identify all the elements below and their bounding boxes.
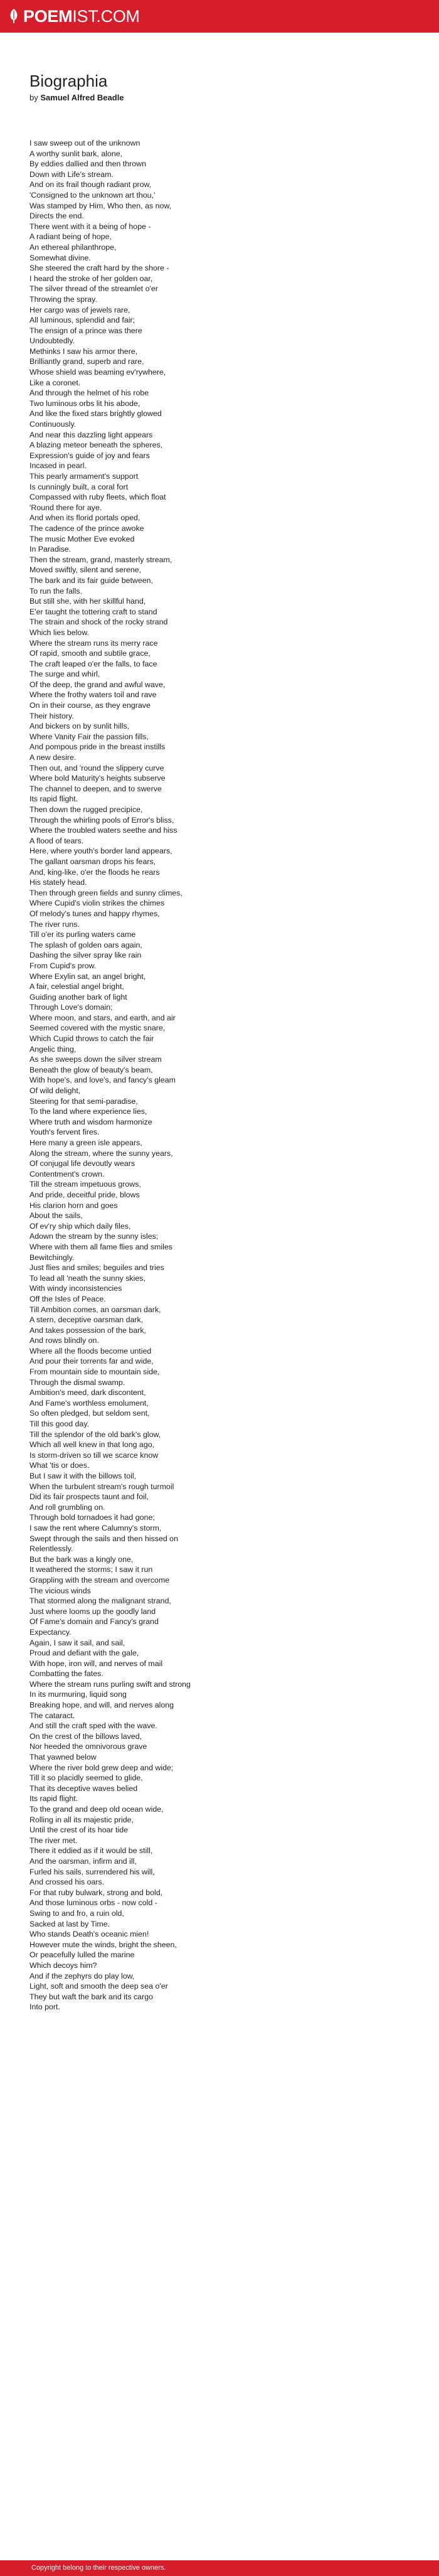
- poem-line: A stern, deceptive oarsman dark,: [29, 1315, 144, 1325]
- poem-line: Or peacefully lulled the marine: [29, 1950, 135, 1960]
- poem-line: A new desire.: [29, 753, 77, 762]
- poem-line: Incased in pearl.: [29, 461, 87, 471]
- poem-line: The strain and shock of the rocky strand: [29, 617, 168, 627]
- poem-line: And takes possession of the bark,: [29, 1325, 146, 1335]
- poem-line: Through Love's domain;: [29, 1003, 113, 1012]
- site-logo-text: [23, 7, 140, 26]
- poem-line: Where the stream runs its merry race: [29, 638, 158, 648]
- poem-line: To lead all 'neath the sunny skies,: [29, 1273, 145, 1283]
- poem-line: So often pledged, but seldom sent,: [29, 1409, 150, 1418]
- poem-line: A radiant being of hope,: [29, 232, 112, 242]
- poem-line: Here many a green isle appears,: [29, 1138, 142, 1147]
- poem-line: And pride, deceitful pride, blows: [29, 1190, 140, 1199]
- poem-line: Rolling in all its majestic pride,: [29, 1815, 134, 1824]
- poem-line: Directs the end.: [29, 211, 84, 221]
- poem-line: Where Exylin sat, an angel bright,: [29, 971, 146, 981]
- poem-line: They but waft the bark and its cargo: [29, 1992, 153, 2001]
- poem-line: Which Cupid throws to catch the fair: [29, 1034, 154, 1044]
- poem-line: Light, soft and smooth the deep sea o'er: [29, 1982, 168, 1991]
- poem-line: On in their course, as they engrave: [29, 701, 151, 710]
- poem-line: Until the crest of its hoar tide: [29, 1825, 129, 1835]
- poem-line: The cadence of the prince awoke: [29, 523, 144, 533]
- poem-line: Then down the rugged precipice,: [29, 805, 143, 814]
- poem-line: Where Cupid's violin strikes the chimes: [29, 899, 165, 908]
- poem-line: Where all the floods become untied: [29, 1346, 152, 1355]
- poem-line: She steered the craft hard by the shore -: [29, 264, 169, 273]
- poem-line: That stormed along the malignant strand,: [29, 1596, 171, 1606]
- poem-line: Till it so placidly seemed to glide,: [29, 1773, 143, 1783]
- poem-line: The surge and whirl,: [29, 670, 100, 679]
- poem-line: Is storm-driven so till we scarce know: [29, 1450, 159, 1460]
- poem-line: I saw sweep out of the unknown: [29, 139, 140, 147]
- poem-line: Adown the stream by the sunny isles;: [29, 1232, 159, 1241]
- poem-line: The splash of golden oars again,: [29, 940, 142, 949]
- poem-line: And still the craft sped with the wave.: [29, 1721, 157, 1731]
- poem-line: 'Round there for aye.: [29, 503, 102, 512]
- poem-line: And crossed his oars.: [29, 1878, 105, 1887]
- poem-line: Brilliantly grand, superb and rare,: [29, 357, 144, 366]
- poem-line: Compassed with ruby fleets, which float: [29, 493, 166, 502]
- poem-content: [29, 72, 410, 2012]
- poem-line: That yawned below: [29, 1753, 97, 1762]
- poem-line: I heard the stroke of her golden oar,: [29, 274, 153, 283]
- poem-line: Swing to and fro, a ruin old,: [29, 1908, 124, 1918]
- poem-line: Then out, and 'round the slippery curve: [29, 763, 164, 772]
- poem-line: It weathered the storms; I saw it run: [29, 1565, 153, 1574]
- poem-line: And on its frail though radiant prow,: [29, 180, 152, 190]
- poem-line: Through the whirling pools of Error's bliss,: [29, 815, 174, 825]
- author-link[interactable]: Samuel Alfred Beadle: [40, 93, 124, 102]
- poem-line: Where truth and wisdom harmonize: [29, 1117, 152, 1126]
- brand-thin: IST.COM: [72, 7, 140, 26]
- poem-line: But still she, with her skillful hand,: [29, 597, 146, 606]
- poem-line: From mountain side to mountain side,: [29, 1367, 160, 1377]
- poem-line: In its murmuring, liquid song: [29, 1690, 127, 1699]
- poem-line: And, king-like, o'er the floods he rears: [29, 867, 160, 877]
- site-footer: [0, 2560, 439, 2576]
- poem-line: That its deceptive waves belied: [29, 1783, 138, 1793]
- poem-line: The river runs.: [29, 919, 80, 929]
- poem-line: A worthy sunlit bark, alone,: [29, 149, 123, 158]
- poem-line: And if the zephyrs do play low,: [29, 1971, 135, 1980]
- poem-line: Of Fame's domain and Fancy's grand: [29, 1617, 159, 1627]
- poem-line: Of wild delight,: [29, 1086, 81, 1096]
- poem-line: 'Consigned to the unknown art thou,': [29, 190, 156, 200]
- poem-line: Where the frothy waters toil and rave: [29, 690, 157, 700]
- poem-line: Where Vanity Fair the passion fills,: [29, 732, 149, 741]
- poem-line: Into port.: [29, 2002, 60, 2012]
- poem-line: To run the falls.: [29, 586, 83, 596]
- poem-line: Through bold tornadoes it had gone;: [29, 1513, 155, 1522]
- poem-line: Through the dismal swamp.: [29, 1377, 125, 1387]
- poem-line: Expression's guide of joy and fears: [29, 451, 150, 460]
- copyright-text: Copyright belong to their respective owners.: [31, 2564, 166, 2572]
- poem-line: Off the Isles of Peace.: [29, 1294, 106, 1303]
- poem-line: To the grand and deep old ocean wide,: [29, 1805, 164, 1814]
- poem-title: Biographia: [29, 72, 108, 90]
- poem-line: Relentlessly.: [29, 1544, 73, 1554]
- poem-line: Like a coronet.: [29, 378, 81, 387]
- poem-line: Its rapid flight.: [29, 794, 78, 804]
- poem-line: The channel to deepen, and to swerve: [29, 784, 162, 793]
- poem-line: By eddies dallied and then thrown: [29, 159, 146, 169]
- poem-line: Where moon, and stars, and earth, and air: [29, 1013, 176, 1022]
- poem-line: A blazing meteor beneath the spheres,: [29, 441, 163, 450]
- poem-line: Contentment's crown.: [29, 1169, 105, 1178]
- poem-line: Till the stream impetuous grows,: [29, 1180, 141, 1189]
- poem-line: The vicious winds: [29, 1586, 91, 1595]
- poem-line: Breaking hope, and will, and nerves along: [29, 1701, 174, 1710]
- poem-line: In Paradise.: [29, 545, 71, 554]
- poem-line: Of melody's tunes and happy rhymes,: [29, 909, 160, 918]
- poem-line: What 'tis or does.: [29, 1461, 90, 1470]
- poem-line: Angelic thing,: [29, 1044, 77, 1054]
- poem-line: To the land where experience lies,: [29, 1107, 147, 1116]
- poem-line: Undoubtedly.: [29, 336, 75, 346]
- poem-line: I saw the rent where Calumny's storm,: [29, 1523, 162, 1532]
- poem-line: Did its fair prospects taunt and foil,: [29, 1492, 149, 1502]
- poem-body: [29, 138, 410, 2012]
- poem-line: Continuously.: [29, 420, 77, 429]
- poem-line: On the crest of the billows laved,: [29, 1731, 142, 1741]
- poem-line: A flood of tears.: [29, 836, 84, 845]
- poem-line: And those luminous orbs - now cold -: [29, 1898, 157, 1908]
- poem-line: Again, I saw it sail, and sail,: [29, 1638, 125, 1647]
- poem-line: And like the fixed stars brightly glowed: [29, 409, 162, 419]
- poem-line: Just flies and smiles; beguiles and tries: [29, 1263, 164, 1273]
- byline: [29, 92, 410, 103]
- brand-bold: POEM: [23, 7, 73, 26]
- site-logo-link[interactable]: [9, 7, 140, 26]
- poem-line: Seemed covered with the mystic snare,: [29, 1023, 166, 1033]
- poem-line: Somewhat divine.: [29, 253, 91, 262]
- poem-line: Of conjugal life devoutly wears: [29, 1159, 135, 1168]
- poem-line: About the sails,: [29, 1211, 83, 1221]
- poem-line: This pearly armament's support: [29, 472, 139, 481]
- poem-line: Sacked at last by Time.: [29, 1919, 110, 1928]
- poem-line: The river met.: [29, 1836, 78, 1845]
- poem-line: There went with it a being of hope -: [29, 222, 151, 231]
- poem-line: Then through green fields and sunny climes,: [29, 888, 182, 897]
- poem-line: However mute the winds, bright the sheen,: [29, 1940, 177, 1949]
- poem-line: Youth's fervent fires.: [29, 1128, 100, 1137]
- poem-line: A fair, celestial angel bright,: [29, 982, 124, 991]
- poem-line: And through the helmet of his robe: [29, 388, 149, 398]
- poem-line: With hope, iron will, and nerves of mail: [29, 1659, 163, 1668]
- poem-line: The music Mother Eve evoked: [29, 534, 135, 543]
- poem-line: Swept through the sails and then hissed on: [29, 1534, 178, 1543]
- poem-line: And pour their torrents far and wide,: [29, 1357, 154, 1366]
- poem-line: E'er taught the tottering craft to stand: [29, 607, 157, 616]
- poem-line: And bickers on by sunlit hills,: [29, 722, 130, 731]
- poem-line: And rows blindly on.: [29, 1336, 99, 1345]
- poem-line: Ambition's meed, dark discontent,: [29, 1388, 146, 1398]
- poem-line: Beneath the glow of beauty's beam,: [29, 1065, 153, 1074]
- poem-line: Of the deep, the grand and awful wave,: [29, 680, 166, 689]
- poem-line: Till o'er its purling waters came: [29, 930, 136, 939]
- poem-line: Which all well knew in that long ago,: [29, 1440, 155, 1450]
- by-label: by: [29, 93, 38, 102]
- poem-line: Where bold Maturity's heights subserve: [29, 774, 166, 783]
- poem-line: Along the stream, where the sunny years,: [29, 1148, 173, 1158]
- poem-line: Whose shield was beaming ev'rywhere,: [29, 368, 166, 377]
- poem-line: And when its florid portals oped,: [29, 513, 140, 523]
- poem-line: Furled his sails, surrendered his will,: [29, 1867, 155, 1876]
- poem-line: The ensign of a prince was there: [29, 326, 142, 335]
- poem-line: Dashing the silver spray like rain: [29, 951, 142, 960]
- poem-line: As she sweeps down the silver stream: [29, 1055, 162, 1064]
- poem-line: Their history.: [29, 711, 74, 720]
- poem-line: Proud and defiant with the gale,: [29, 1649, 139, 1658]
- poem-line: When the turbulent stream's rough turmoil: [29, 1482, 174, 1491]
- poem-line: There it eddied as if it would be still,: [29, 1846, 153, 1856]
- poem-line: Down with Life's stream.: [29, 169, 114, 179]
- poem-line: Grappling with the stream and overcome: [29, 1575, 170, 1585]
- poem-line: His clarion horn and goes: [29, 1200, 118, 1210]
- poem-line: For that ruby bulwark, strong and bold,: [29, 1888, 163, 1897]
- poem-line: Of rapid, smooth and subtile grace,: [29, 649, 151, 658]
- poem-line: The silver thread of the streamlet o'er: [29, 284, 158, 294]
- poem-line: Which decoys him?: [29, 1960, 97, 1970]
- poem-line: Combatting the fates.: [29, 1669, 103, 1679]
- poem-line: Where with them all fame flies and smiles: [29, 1242, 172, 1251]
- poem-line: Bewitchingly.: [29, 1253, 75, 1262]
- poem-line: With hope's, and love's, and fancy's gleam: [29, 1076, 176, 1085]
- poem-line: From Cupid's prow.: [29, 961, 97, 970]
- poem-line: Till this good day.: [29, 1419, 90, 1429]
- poem-line: Where the stream runs purling swift and strong: [29, 1679, 191, 1689]
- poem-line: Expectancy.: [29, 1627, 71, 1637]
- poem-line: An ethereal philanthrope,: [29, 242, 117, 252]
- poem-line: Then the stream, grand, masterly stream,: [29, 555, 172, 564]
- poem-line: Nor heeded the omnivorous grave: [29, 1742, 147, 1751]
- poem-line: Where the river bold grew deep and wide;: [29, 1763, 174, 1772]
- poem-line: The cataract.: [29, 1711, 75, 1720]
- poem-line: Here, where youth's border land appears,: [29, 847, 172, 856]
- site-header: [0, 0, 439, 33]
- poem-line: The craft leaped o'er the falls, to face: [29, 659, 157, 668]
- poem-line: Which lies below.: [29, 628, 90, 637]
- poem-line: And roll grumbling on.: [29, 1502, 105, 1512]
- poem-line: But the bark was a kingly one,: [29, 1554, 134, 1564]
- poem-line: Till Ambition comes, an oarsman dark,: [29, 1305, 161, 1314]
- poem-line: Till the splendor of the old bark's glow,: [29, 1430, 161, 1439]
- poem-line: Is cunningly built, a coral fort: [29, 482, 129, 491]
- quill-pen-icon: [9, 9, 19, 24]
- poem-line: His stately head.: [29, 878, 87, 887]
- poem-line: Was stamped by Him, Who then, as now,: [29, 201, 172, 210]
- poem-line: Moved swiftly, silent and serene,: [29, 565, 142, 575]
- poem-line: Who stands Death's oceanic mien!: [29, 1930, 149, 1939]
- poem-line: Methinks I saw his armor there,: [29, 346, 138, 356]
- poem-line: Where the troubled waters seethe and hiss: [29, 826, 177, 835]
- poem-line: All luminous, splendid and fair;: [29, 316, 135, 325]
- poem-line: And pompous pride in the breast instills: [29, 742, 166, 752]
- poem-line: Throwing the spray.: [29, 294, 97, 304]
- poem-line: The gallant oarsman drops his fears,: [29, 857, 156, 866]
- poem-line: But I saw it with the billows toil,: [29, 1472, 137, 1480]
- poem-line: And Fame's worthless emolument,: [29, 1398, 149, 1408]
- poem-line: Guiding another bark of light: [29, 992, 127, 1002]
- poem-line: With windy inconsistencies: [29, 1284, 122, 1293]
- poem-line: And the oarsman, infirm and ill,: [29, 1856, 137, 1866]
- poem-line: Steering for that semi-paradise,: [29, 1096, 138, 1106]
- poem-line: Her cargo was of jewels rare,: [29, 305, 130, 314]
- poem-line: Two luminous orbs lit his abode,: [29, 398, 140, 408]
- poem-line: Just where looms up the goodly land: [29, 1606, 156, 1616]
- poem-line: And near this dazzling light appears: [29, 430, 153, 439]
- poem-line: Its rapid flight.: [29, 1794, 78, 1804]
- poem-line: The bark and its fair guide between,: [29, 575, 153, 585]
- poem-line: Of ev'ry ship which daily files,: [29, 1221, 131, 1231]
